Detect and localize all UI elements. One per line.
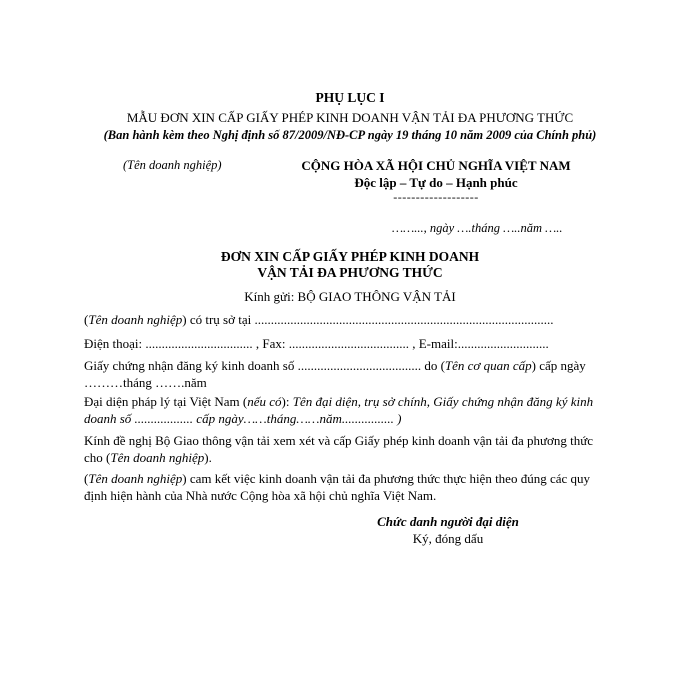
registration-text: Giấy chứng nhận đăng ký kinh doanh số ...................................... do ( <box>84 358 445 373</box>
commitment-text: ) cam kết việc kinh doanh vận tải đa phương thức thực hiện theo đúng các quy định hiện hành của Nhà nước Cộng hòa xã hội chủ nghĩa Việt Nam. <box>84 471 591 503</box>
company-name-placeholder: Tên doanh nghiệp <box>88 312 183 327</box>
paragraph-business-registration <box>84 357 614 391</box>
company-placeholder: (Tên doanh nghiệp) <box>123 158 222 172</box>
request-text: Kính đề nghị Bộ Giao thông vận tải xem xét và cấp Giấy phép kinh doanh vận tải đa phương thức cho ( <box>84 433 594 465</box>
representative-detail: Tên đại diện, trụ sở chính, Giấy chứng nhận đăng ký kinh doanh số .................. cấp ngày……tháng……năm................ ) <box>84 394 594 426</box>
issued-by-note: (Ban hành kèm theo Nghị định số 87/2009/NĐ-CP ngày 19 tháng 10 năm 2009 của Chính phủ) <box>103 128 597 142</box>
paragraph-contact: Điện thoại: ................................. , Fax: ..................................... , E-mail:............................ <box>84 336 549 351</box>
request-company-placeholder: Tên doanh nghiệp <box>110 450 205 465</box>
form-title: MẪU ĐƠN XIN CẤP GIẤY PHÉP KINH DOANH VẬN TẢI ĐA PHƯƠNG THỨC <box>126 110 574 125</box>
request-end: ). <box>204 450 212 465</box>
recipient-line: Kính gửi: BỘ GIAO THÔNG VẬN TẢI <box>244 289 456 304</box>
paragraph-request <box>84 432 614 466</box>
representative-text: Đại diện pháp lý tại Việt Nam ( <box>84 394 248 409</box>
issuing-agency-placeholder: Tên cơ quan cấp <box>444 358 532 373</box>
registration-date-text: ) cấp ngày ………tháng …….năm <box>84 358 586 390</box>
paragraph-commitment: (Tên doanh nghiệp) cam kết việc kinh doanh vận tải đa phương thức thực hiện theo đúng các quy định hiện hành của Nhà nước Cộng hòa xã hội chủ nghĩa Việt Nam. <box>84 471 591 503</box>
signature-note: Ký, đóng dấu <box>412 531 484 546</box>
headquarters-text: ) có trụ sở tại ............................................................................................ <box>182 312 554 327</box>
paragraph-legal-representative <box>84 393 614 427</box>
nation-name: CỘNG HÒA XÃ HỘI CHỦ NGHĨA VIỆT NAM <box>301 158 571 173</box>
appendix-title: PHỤ LỤC I <box>315 90 385 105</box>
dateline: ……..., ngày ….tháng …..năm ….. <box>392 221 563 235</box>
if-any-note: nếu có <box>247 394 282 409</box>
document-title-line2: VẬN TẢI ĐA PHƯƠNG THỨC <box>257 265 443 280</box>
motto-underline: ------------------- <box>393 190 479 204</box>
document-title-line1: ĐƠN XIN CẤP GIẤY PHÉP KINH DOANH <box>220 249 480 264</box>
commitment-company-placeholder: Tên doanh nghiệp <box>88 471 183 486</box>
representative-colon: ): <box>281 394 293 409</box>
national-motto: Độc lập – Tự do – Hạnh phúc <box>354 175 518 190</box>
signature-title: Chức danh người đại diện <box>377 514 519 529</box>
paragraph-headquarters: (Tên doanh nghiệp) có trụ sở tại ............................................................................................ <box>84 312 554 327</box>
